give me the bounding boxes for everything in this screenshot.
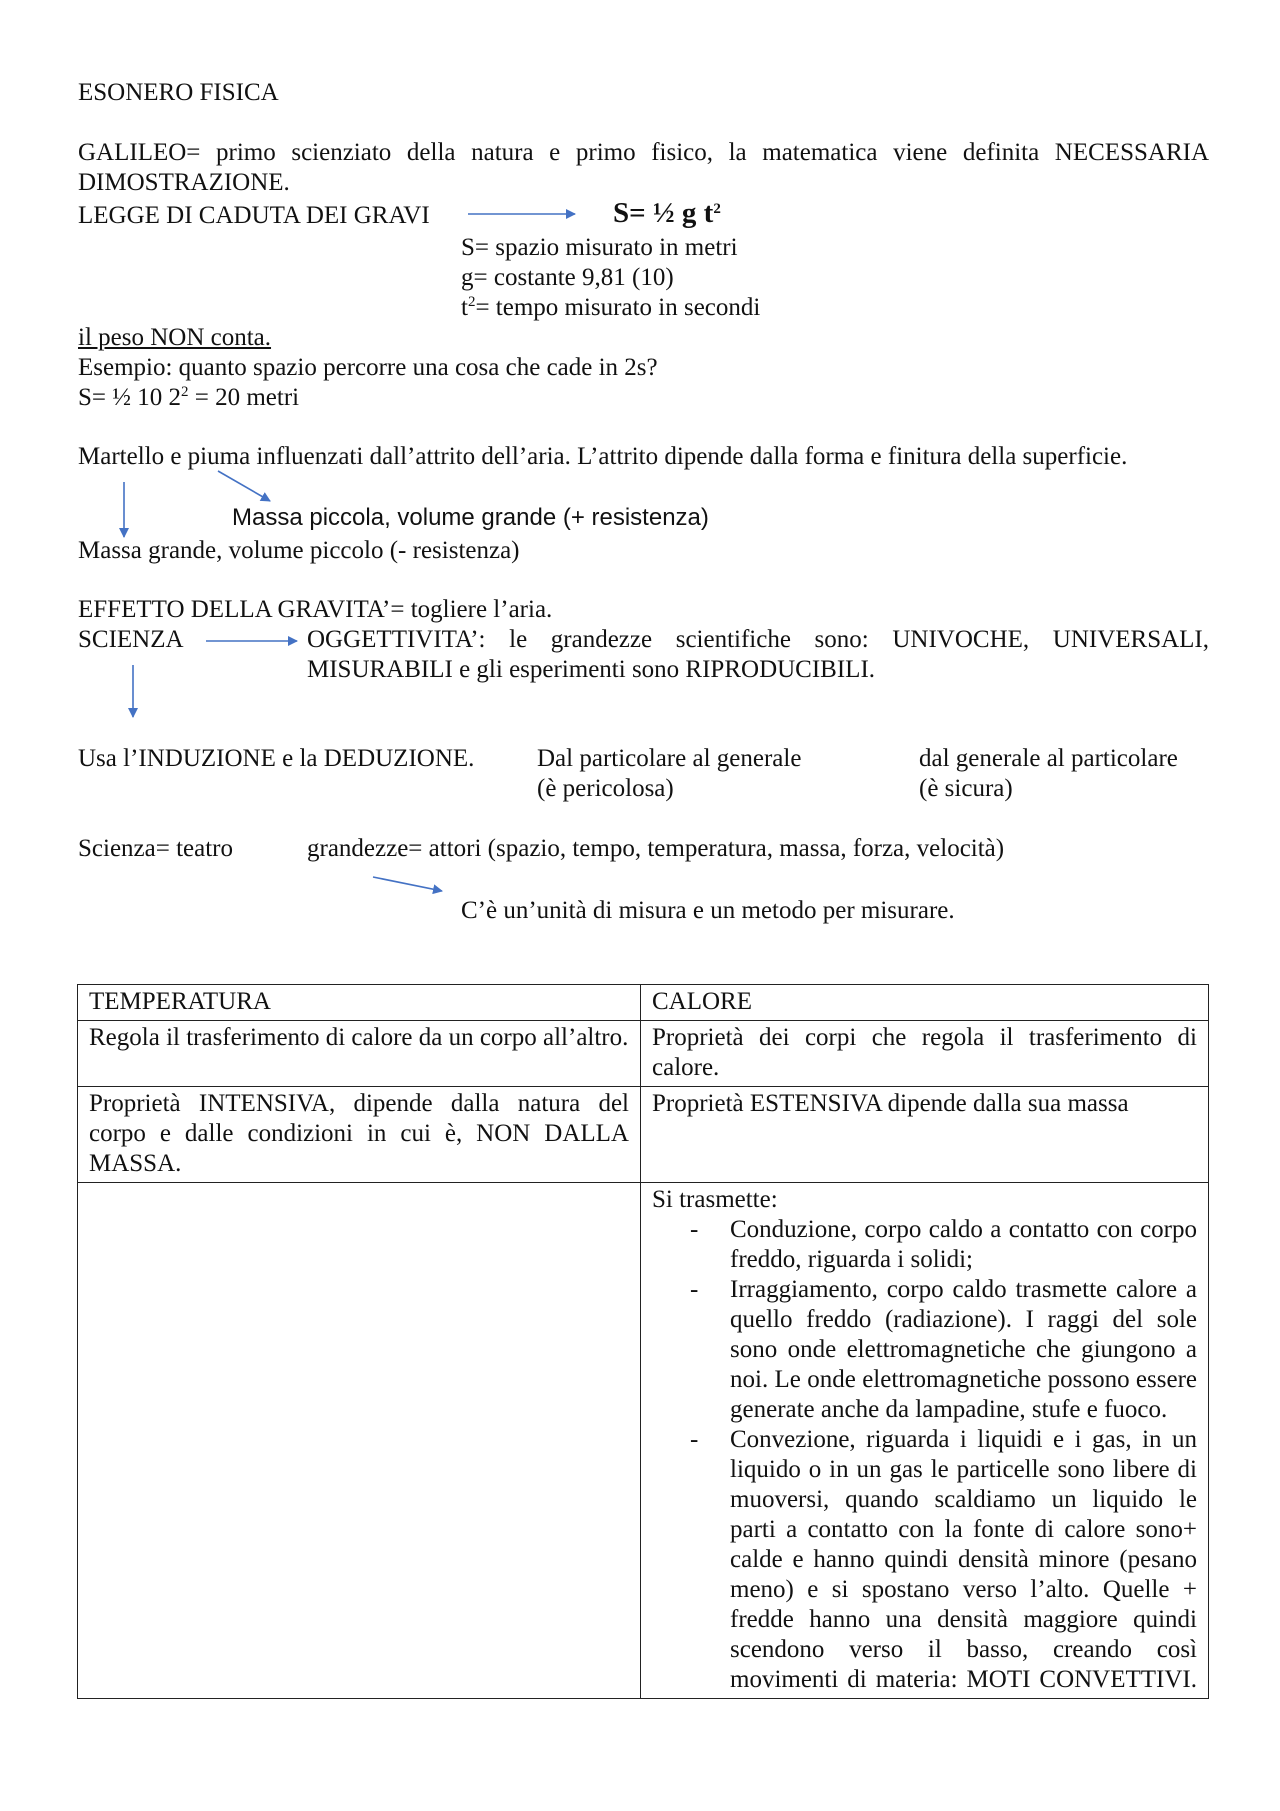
oggettivita-line-2: MISURABILI e gli esperimenti sono RIPRODUCIBILI. xyxy=(307,656,876,683)
temperatura-definizione: Regola il trasferimento di calore da un corpo all’altro. xyxy=(78,1021,641,1087)
induzione-deduzione: Usa l’INDUZIONE e la DEDUZIONE. xyxy=(78,745,475,772)
oggettivita-line-1: OGGETTIVITA’: le grandezze scientifiche sono: UNIVOCHE, UNIVERSALI, xyxy=(307,626,1209,653)
calore-definizione: Proprietà dei corpi che regola il trasferimento di calore. xyxy=(641,1021,1209,1087)
table-row xyxy=(78,1021,1209,1087)
induzione-note: (è pericolosa) xyxy=(537,775,674,802)
empty-cell xyxy=(78,1183,641,1699)
formula-caduta-gravi: S= ½ g $t^2$ xyxy=(613,197,721,229)
effetto-gravita: EFFETTO DELLA GRAVITA’= togliere l’aria. xyxy=(78,596,553,623)
galileo-line-2: DIMOSTRAZIONE. xyxy=(78,169,290,196)
trasmissione-intro: Si trasmette: xyxy=(652,1186,778,1213)
scienza-label: SCIENZA xyxy=(78,626,184,653)
calore-trasmissione xyxy=(641,1183,1209,1699)
def-spazio: S= spazio misurato in metri xyxy=(461,234,738,261)
deduzione-desc: dal generale al particolare xyxy=(919,745,1178,772)
table-row xyxy=(78,1183,1209,1699)
calore-estensiva: Proprietà ESTENSIVA dipende dalla sua massa xyxy=(641,1087,1209,1183)
header-temperatura: TEMPERATURA xyxy=(78,985,641,1021)
list-item-irraggiamento: - Irraggiamento, corpo caldo trasmette calore a quello freddo (radiazione). I raggi del sole sono onde elettromagnetiche che giungono a noi. Le onde elettromagnetiche possono essere generate anche da lampadine, stufe e fuoco. xyxy=(730,1275,1197,1425)
grandezze-attori: grandezze= attori (spazio, tempo, temperatura, massa, forza, velocità) xyxy=(307,835,1005,862)
peso-note: il peso NON conta. xyxy=(78,324,272,351)
list-item-conduzione: - Conduzione, corpo caldo a contatto con corpo freddo, riguarda i solidi; xyxy=(730,1215,1197,1275)
table-row xyxy=(78,1087,1209,1183)
esempio-calc: S= ½ 10 $2^2 = 20$ metri xyxy=(78,384,300,411)
temperatura-intensiva: Proprietà INTENSIVA, dipende dalla natura del corpo e dalle condizioni in cui è, NON DALLA MASSA. xyxy=(78,1087,641,1183)
trasmissione-list xyxy=(652,1215,1197,1695)
piuma-note: Massa piccola, volume grande (+ resistenza) xyxy=(232,504,709,531)
esempio-question: Esempio: quanto spazio percorre una cosa che cade in 2s? xyxy=(78,354,658,381)
temperatura-calore-table xyxy=(77,984,1209,1699)
unita-misura: C’è un’unità di misura e un metodo per misurare. xyxy=(461,897,955,924)
table-header-row xyxy=(78,985,1209,1021)
deduzione-note: (è sicura) xyxy=(919,775,1013,802)
document-title: ESONERO FISICA xyxy=(78,79,279,106)
galileo-line-1: GALILEO= primo scienziato della natura e primo fisico, la matematica viene definita NECESSARIA xyxy=(78,139,1209,166)
scienza-teatro: Scienza= teatro xyxy=(78,835,233,862)
def-tempo: $t^2=$ tempo misurato in secondi xyxy=(461,294,761,321)
arrow-piuma-diagonal xyxy=(218,471,270,501)
arrow-grandezze-to-unita xyxy=(373,877,442,891)
induzione-desc: Dal particolare al generale xyxy=(537,745,802,772)
list-item-convezione: - Convezione, riguarda i liquidi e i gas, in un liquido o in un gas le particelle sono libere di muoversi, quando scaldiamo un liquido le parti a contatto con la fonte di calore sono+ calde e hanno quindi densità minore (pesano meno) e si spostano verso l’alto. Quelle + fredde hanno una densità maggiore quindi scendono verso il basso, creando così movimenti di materia: MOTI CONVETTIVI. xyxy=(730,1425,1197,1695)
martello-note: Massa grande, volume piccolo (- resistenza) xyxy=(78,537,520,564)
header-calore: CALORE xyxy=(641,985,1209,1021)
legge-label: LEGGE DI CADUTA DEI GRAVI xyxy=(78,202,430,229)
martello-line: Martello e piuma influenzati dall’attrito dell’aria. L’attrito dipende dalla forma e finitura della superficie. xyxy=(78,443,1128,470)
def-gravita: g= costante 9,81 (10) xyxy=(461,264,674,291)
